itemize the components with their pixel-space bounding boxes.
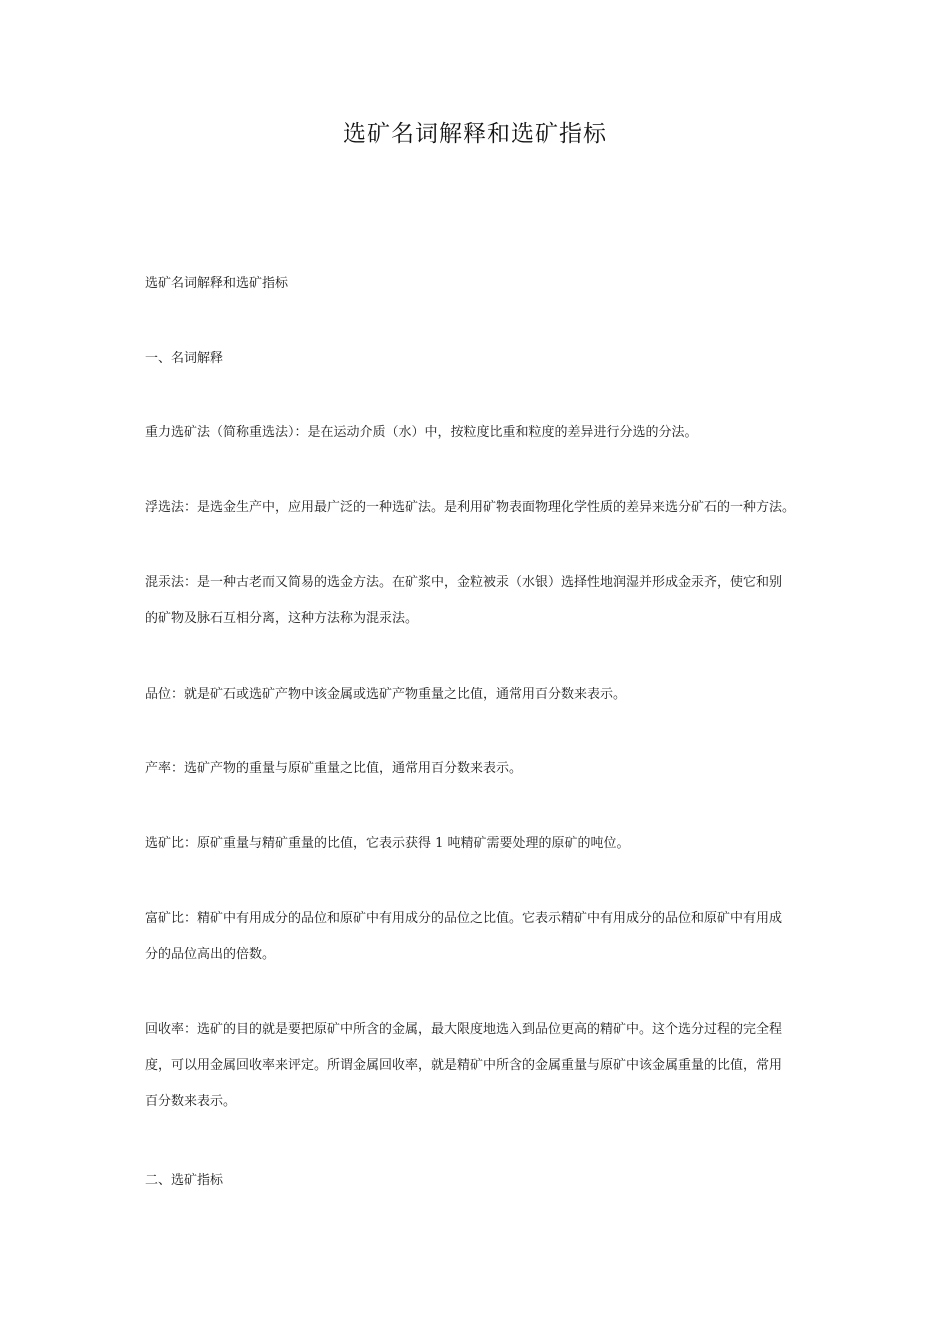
term-gravity-separation: 重力选矿法（简称重选法）：是在运动介质（水）中，按粒度比重和粒度的差异进行分选的分法。 [145, 425, 698, 440]
term-grade: 品位：就是矿石或选矿产物中该金属或选矿产物重量之比值，通常用百分数来表示。 [145, 687, 627, 702]
term-concentration-ratio: 选矿比：原矿重量与精矿重量的比值，它表示获得 1 吨精矿需要处理的原矿的吨位。 [145, 836, 630, 851]
document-title: 选矿名词解释和选矿指标 [343, 121, 607, 147]
paragraph-line: 分的品位高出的倍数。 [145, 947, 276, 962]
document-subtitle: 选矿名词解释和选矿指标 [145, 276, 289, 291]
term-yield: 产率：选矿产物的重量与原矿重量之比值，通常用百分数来表示。 [145, 761, 523, 776]
paragraph-line: 回收率：选矿的目的就是要把原矿中所含的金属，最大限度地选入到品位更高的精矿中。这个选分过程的完全程 [145, 1022, 783, 1037]
section-heading-indicators: 二、选矿指标 [145, 1173, 224, 1188]
paragraph-line: 混汞法：是一种古老而又简易的选金方法。在矿浆中，金粒被汞（水银）选择性地润湿并形成金汞齐，使它和别 [145, 575, 783, 590]
term-enrichment-ratio [145, 910, 810, 964]
paragraph-line: 度，可以用金属回收率来评定。所谓金属回收率，就是精矿中所含的金属重量与原矿中该金属重量的比值，常用 [145, 1058, 783, 1073]
paragraph-line: 百分数来表示。 [145, 1094, 237, 1109]
section-heading-terms: 一、名词解释 [145, 351, 224, 366]
paragraph-line: 的矿物及脉石互相分离，这种方法称为混汞法。 [145, 611, 419, 626]
paragraph-line: 富矿比：精矿中有用成分的品位和原矿中有用成分的品位之比值。它表示精矿中有用成分的品位和原矿中有用成 [145, 911, 783, 926]
term-recovery-rate [145, 1021, 810, 1111]
term-amalgamation [145, 574, 810, 628]
term-flotation: 浮选法：是选金生产中，应用最广泛的一种选矿法。是利用矿物表面物理化学性质的差异来选分矿石的一种方法。 [145, 500, 796, 515]
